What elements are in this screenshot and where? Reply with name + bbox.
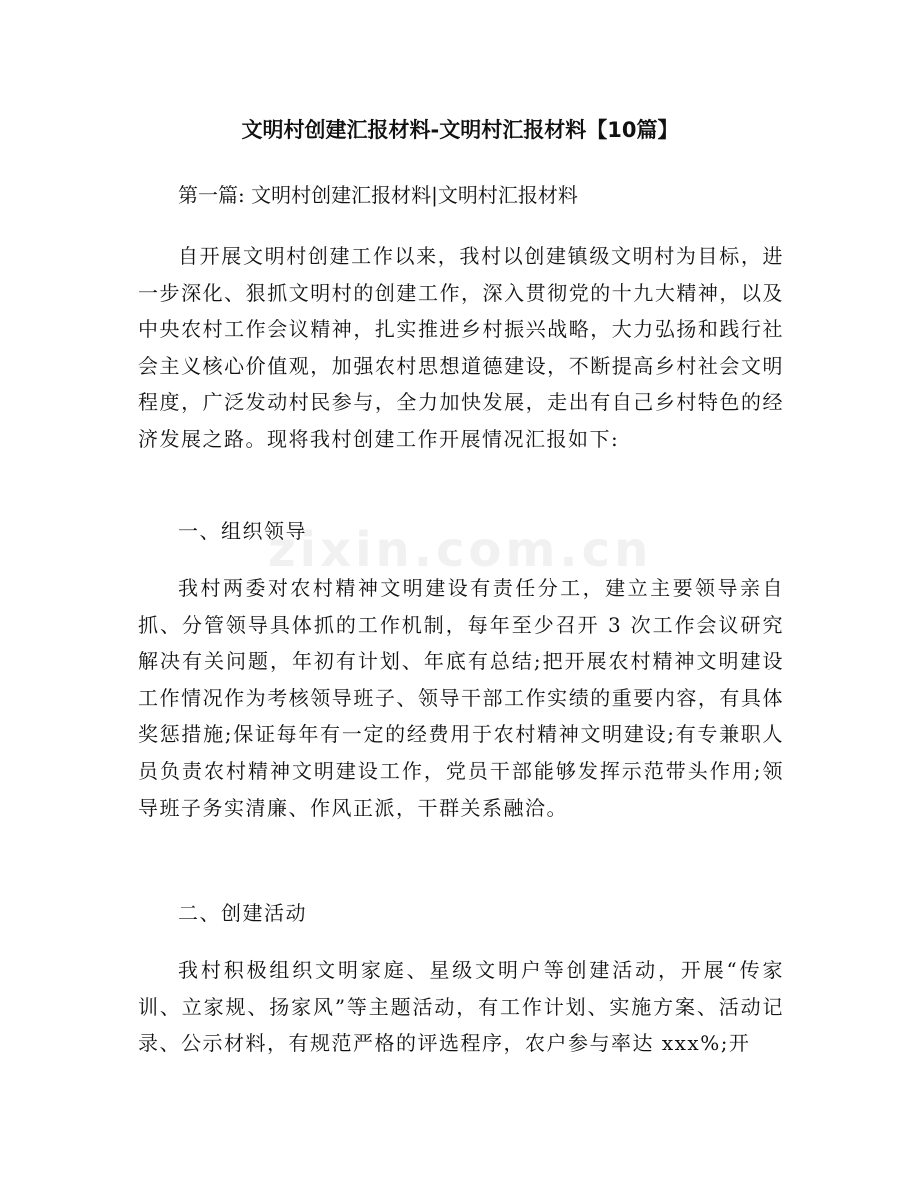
section-heading-organization: 一、组织领导	[178, 519, 307, 543]
section-heading-activities: 二、创建活动	[178, 901, 307, 925]
watermark: zixin.com.cn	[267, 522, 653, 578]
document-subtitle: 第一篇: 文明村创建汇报材料|文明村汇报材料	[178, 183, 578, 207]
paragraph-intro: 自开展文明村创建工作以来，我村以创建镇级文明村为目标，进一步深化、狠抓文明村的创建工作，深入贯彻党的十九大精神，以及中央农村工作会议精神，扎实推进乡村振兴战略，大力弘扬和践行社会主义核心价值观，加强农村思想道德建设，不断提高乡村社会文明程度，广泛发动村民参与，全力加快发展，走出有自己乡村特色的经济发展之路。现将我村创建工作开展情况汇报如下:	[138, 244, 784, 451]
paragraph-activities: 我村积极组织文明家庭、星级文明户等创建活动，开展“传家训、立家规、扬家风”等主题活动，有工作计划、实施方案、活动记录、公示材料，有规范严格的评选程序，农户参与率达 xxx%;开	[138, 958, 784, 1056]
document-title: 文明村创建汇报材料-文明村汇报材料【10篇】	[241, 118, 679, 142]
paragraph-organization: 我村两委对农村精神文明建设有责任分工，建立主要领导亲自抓、分管领导具体抓的工作机制，每年至少召开 3 次工作会议研究解决有关问题，年初有计划、年底有总结;把开展农村精神文明建设工作情况作为考核领导班子、领导干部工作实绩的重要内容，有具体奖惩措施;保证每年有一定的经费用于农村精神文明建设;有专兼职人员负责农村精神文明建设工作，党员干部能够发挥示范带头作用;领导班子务实清廉、作风正派，干群关系融洽。	[138, 576, 784, 820]
